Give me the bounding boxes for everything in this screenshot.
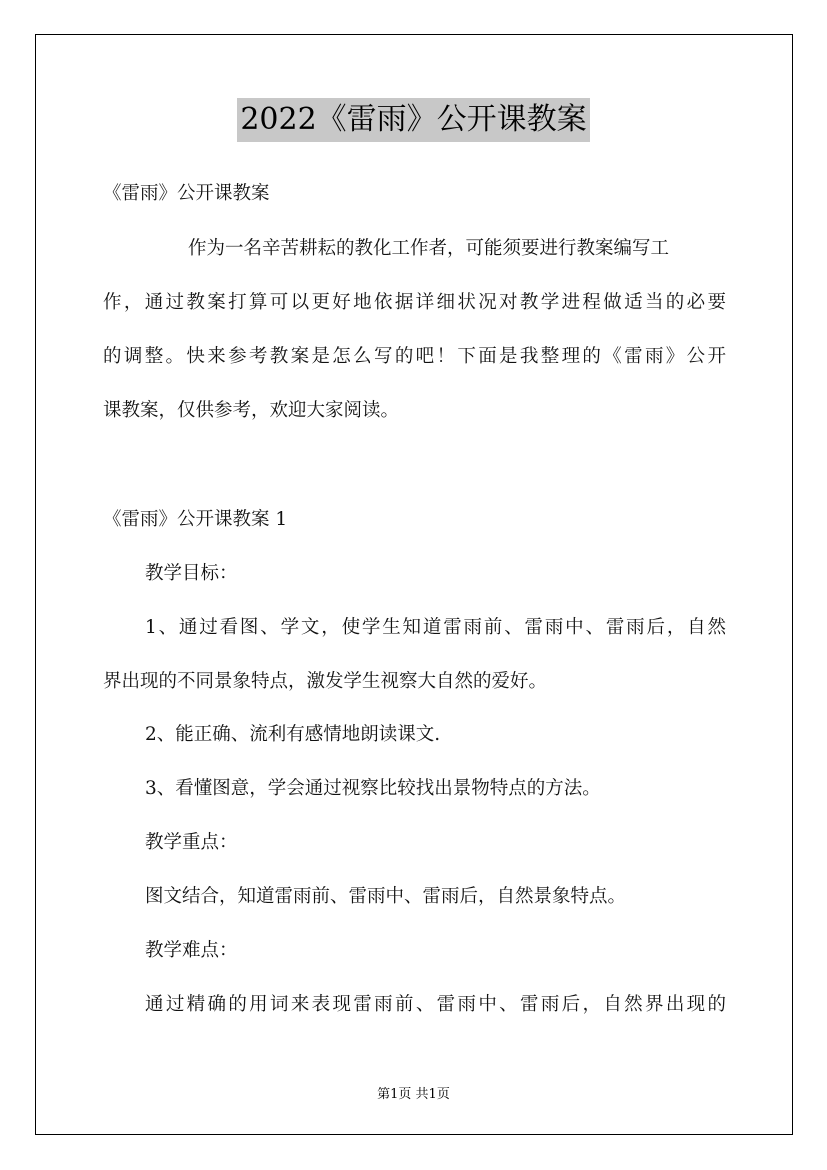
document-title-container [0,98,827,142]
body-line-6: 教学重点： [145,832,238,853]
intro-line-1: 作为一名辛苦耕耘的教化工作者，可能须要进行教案编写工 [188,238,670,259]
intro-line-2: 作，通过教案打算可以更好地依据详细状况对教学进程做适当的必要 [103,292,726,313]
body-line-7: 图文结合，知道雷雨前、雷雨中、雷雨后，自然景象特点。 [145,886,627,907]
body-line-4: 2、能正确、流利有感情地朗读课文. [145,724,441,745]
document-subtitle: 《雷雨》公开课教案 [103,183,270,204]
body-line-2: 1、通过看图、学文，使学生知道雷雨前、雷雨中、雷雨后，自然 [145,617,726,638]
section-title: 《雷雨》公开课教案 1 [103,509,288,530]
intro-line-4: 课教案，仅供参考，欢迎大家阅读。 [103,400,400,421]
body-line-3: 界出现的不同景象特点，激发学生视察大自然的爱好。 [103,671,548,692]
body-line-5: 3、看懂图意，学会通过视察比较找出景物特点的方法。 [145,778,601,799]
body-line-8: 教学难点： [145,940,238,961]
intro-line-3: 的调整。快来参考教案是怎么写的吧！下面是我整理的《雷雨》公开 [103,346,726,367]
body-line-9: 通过精确的用词来表现雷雨前、雷雨中、雷雨后，自然界出现的 [145,994,726,1015]
body-line-1: 教学目标： [145,563,238,584]
page-footer: 第1页 共1页 [377,1087,450,1102]
document-title: 2022《雷雨》公开课教案 [237,98,589,142]
